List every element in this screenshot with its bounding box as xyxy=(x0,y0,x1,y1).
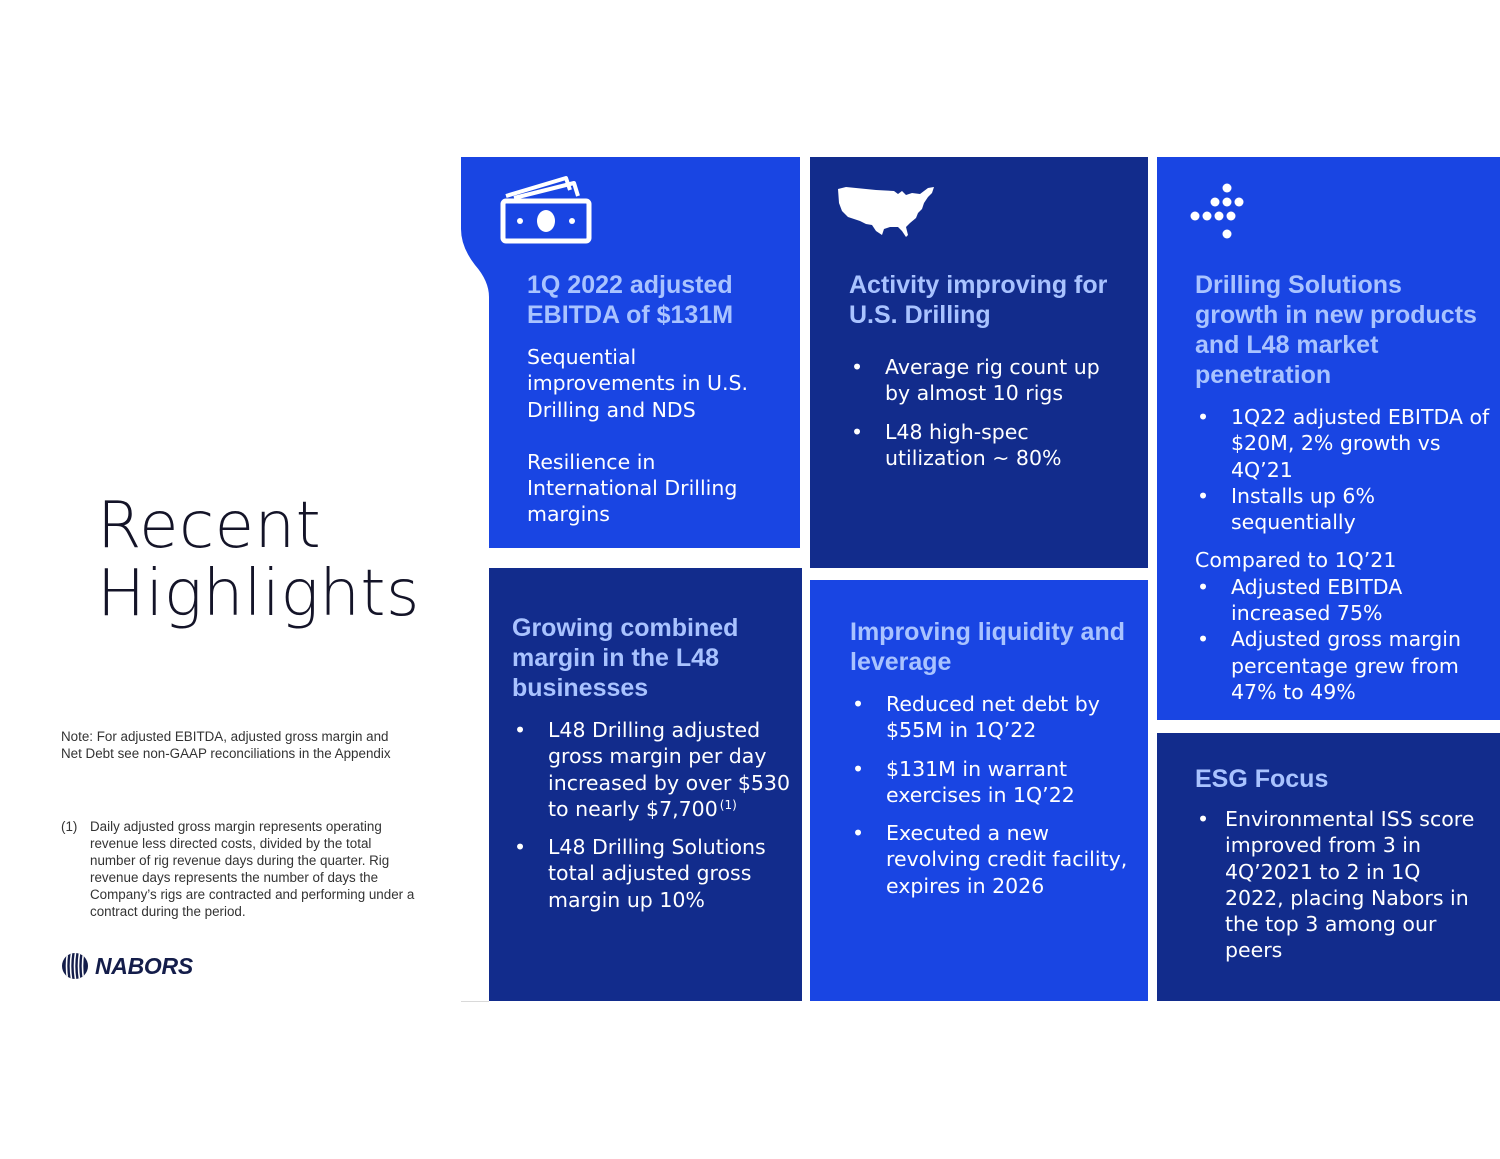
list-item: • Executed a new revolving credit facility, expires in 2026 xyxy=(850,820,1136,899)
compared-bullets xyxy=(1195,574,1491,705)
us-map-icon xyxy=(836,185,938,239)
l48-margin-bullets xyxy=(512,717,797,913)
page-title-line-1: Recent xyxy=(97,489,322,563)
card-us-drilling xyxy=(810,157,1148,568)
list-item: • L48 high-spec utilization ~ 80% xyxy=(849,419,1129,472)
footnote xyxy=(61,818,421,920)
nabors-logo xyxy=(61,952,193,980)
list-item: • 1Q22 adjusted EBITDA of $20M, 2% growth vs 4Q’21 xyxy=(1195,404,1491,483)
non-gaap-note: Note: For adjusted EBITDA, adjusted gross margin and Net Debt see non-GAAP reconciliations in the Appendix xyxy=(61,729,391,761)
page-title xyxy=(97,489,437,631)
ebitda-heading: 1Q 2022 adjusted EBITDA of $131M xyxy=(527,271,734,329)
dots-icon xyxy=(1190,183,1248,241)
list-item xyxy=(512,717,797,822)
card-l48-margin xyxy=(489,568,802,1001)
us-drilling-heading: Activity improving for U.S. Drilling xyxy=(849,271,1108,329)
drilling-solutions-content xyxy=(1195,270,1491,705)
drilling-solutions-bullets xyxy=(1195,404,1491,535)
list-item: • Adjusted gross margin percentage grew from 47% to 49% xyxy=(1195,626,1491,705)
us-drilling-content xyxy=(849,270,1129,471)
divider-line xyxy=(461,1001,489,1002)
drilling-solutions-heading: Drilling Solutions growth in new products and L48 market penetration xyxy=(1195,271,1477,389)
esg-heading: ESG Focus xyxy=(1195,765,1329,793)
esg-content xyxy=(1195,764,1485,964)
list-item: • Reduced net debt by $55M in 1Q’22 xyxy=(850,691,1136,744)
footnote-text: Daily adjusted gross margin represents operating revenue less directed costs, divided by the total number of rig revenue days during the quarter. Rig revenue days represents the number of days the Company’s rigs are contracted and performing under a contract during the period. xyxy=(90,819,415,919)
footnote-marker: (1) xyxy=(61,819,78,834)
list-item: • Average rig count up by almost 10 rigs xyxy=(849,354,1129,407)
l48-margin-content xyxy=(512,613,797,913)
list-item: • $131M in warrant exercises in 1Q’22 xyxy=(850,756,1136,809)
compared-label: Compared to 1Q’21 xyxy=(1195,548,1397,573)
list-item: • Adjusted EBITDA increased 75% xyxy=(1195,574,1491,627)
list-item: • Installs up 6% sequentially xyxy=(1195,483,1491,536)
list-item: • L48 Drilling Solutions total adjusted gross margin up 10% xyxy=(512,834,797,913)
ebitda-paragraph-1: Sequential improvements in U.S. Drilling and NDS xyxy=(527,345,749,422)
card-notch xyxy=(461,157,489,549)
l48-margin-heading: Growing combined margin in the L48 businesses xyxy=(512,614,739,702)
card-esg xyxy=(1157,733,1500,1001)
liquidity-bullets xyxy=(850,691,1136,899)
ebitda-content xyxy=(527,270,787,528)
esg-bullets xyxy=(1195,806,1485,964)
liquidity-heading: Improving liquidity and leverage xyxy=(850,618,1125,676)
us-drilling-bullets xyxy=(849,354,1129,471)
nabors-logo-icon xyxy=(61,952,89,980)
footnote-reference: (1) xyxy=(719,797,737,812)
page-title-line-2: Highlights xyxy=(97,557,420,631)
nabors-logo-wordmark: NABORS xyxy=(95,952,193,979)
card-drilling-solutions xyxy=(1157,157,1500,720)
ebitda-paragraph-2: Resilience in International Drilling margins xyxy=(527,449,738,527)
card-liquidity xyxy=(810,580,1148,1001)
list-item: • Environmental ISS score improved from 3 in 4Q’2021 to 2 in 1Q 2022, placing Nabors in the top 3 among our peers xyxy=(1195,806,1485,964)
liquidity-content xyxy=(850,617,1136,899)
money-bills-icon xyxy=(500,174,594,246)
l48-margin-bullet-1-text: L48 Drilling adjusted gross margin per day increased by over $530 to nearly $7,700 xyxy=(548,718,790,821)
